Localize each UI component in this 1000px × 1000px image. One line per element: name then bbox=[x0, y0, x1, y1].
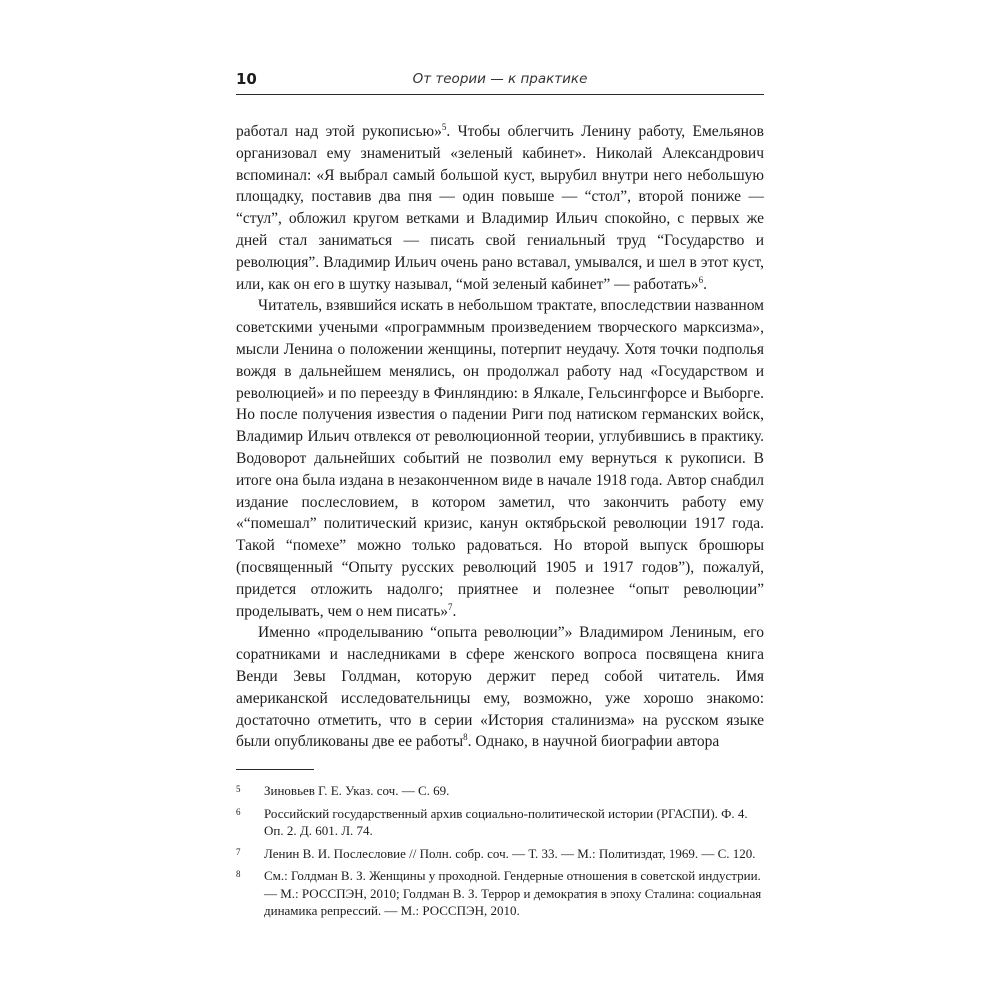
footnote-8 bbox=[236, 867, 764, 920]
footnote-ref-6: 6 bbox=[698, 274, 704, 285]
paragraph-3 bbox=[236, 622, 764, 753]
page-number: 10 bbox=[236, 70, 257, 88]
footnote-5 bbox=[236, 782, 764, 800]
paragraph-text: . Чтобы облегчить Ленину работу, Емельянов организовал ему знаменитый «зеленый кабинет». Николай Александрович вспоминал: «Я выбрал самый большой куст, вырубил внутри него небольшую площадку, поставив два пня — один повыше — “стол”, второй пониже — “стул”, обложил кругом ветками и Владимир Ильич спокойно, с первых же дней стал заниматься — писать свой гениальный труд “Государство и революция”. Владимир Ильич очень рано вставал, умывался, и шел в этот куст, или, как он его в шутку называл, “мой зеленый кабинет” — работать» bbox=[236, 123, 764, 293]
paragraph-1 bbox=[236, 121, 764, 295]
footnote-text: Зиновьев Г. Е. Указ. соч. — С. 69. bbox=[264, 783, 450, 799]
footnote-text: Российский государственный архив социально-политической истории (РГАСПИ). Ф. 4. Оп. 2. Д. 601. Л. 74. bbox=[264, 805, 748, 839]
footnote-ref-5: 5 bbox=[441, 121, 447, 132]
running-title: От теории — к практике bbox=[412, 71, 588, 87]
footnote-mark: 6 bbox=[236, 806, 241, 817]
footnote-text: См.: Голдман В. З. Женщины у проходной. Гендерные отношения в советской индустрии. — М.: РОССПЭН, 2010; Голдман В. З. Террор и демократия в эпоху Сталина: социальная динамика репрессий. — М.: РОССПЭН, 2010. bbox=[264, 868, 762, 919]
footnote-mark: 7 bbox=[236, 846, 241, 857]
paragraph-text: Именно «проделыванию “опыта революции”» Владимиром Лениным, его соратниками и наследниками в сфере женского вопроса посвящена книга Венди Зевы Голдман, которую держит перед собой читатель. Имя американской исследовательницы ему, возможно, уже хорошо знакомо: достаточно отметить, что в серии «История сталинизма» на русском языке были опубликованы две ее работы bbox=[236, 624, 764, 751]
paragraph-text: . bbox=[452, 602, 457, 620]
footnote-6 bbox=[236, 805, 764, 840]
footnotes bbox=[236, 782, 764, 920]
paragraph-text: . bbox=[703, 275, 707, 293]
page-header bbox=[236, 68, 764, 95]
paragraph-text: Читатель, взявшийся искать в небольшом трактате, впоследствии названном советскими учеными «программным произведением творческого марксизма», мысли Ленина о положении женщины, потерпит неудачу. Хотя точки подполья вождя в дальнейшем менялись, он продолжал работу над «Государством и революцией» и по переезду в Финляндию: в Ялкале, Гельсингфорсе и Выборге. Но после получения известия о падении Риги под натиском германских войск, Владимир Ильич отвлекся от революционной теории, углубившись в практику. Водоворот дальнейших событий не позволил ему вернуться к рукописи. В итоге она была издана в незаконченном виде в начале 1918 года. Автор снабдил издание послесловием, в котором заметил, что закончить работу ему «“помешал” политический кризис, канун октябрьской революции 1917 года. Такой “помехе” можно только радоваться. Но второй выпуск брошюры (посвященный “Опыту русских революций 1905 и 1917 годов”), пожалуй, придется отложить надолго; приятнее и полезнее “опыт революции” проделывать, чем о нем писать» bbox=[236, 297, 764, 620]
footnote-mark: 5 bbox=[236, 784, 241, 795]
paragraph-text: работал над этой рукописью» bbox=[236, 123, 442, 140]
paragraph-text: . Однако, в научной биографии автора bbox=[467, 733, 720, 751]
footnote-text: Ленин В. И. Послесловие // Полн. собр. соч. — Т. 33. — М.: Политиздат, 1969. — С. 120. bbox=[264, 845, 756, 861]
footnote-divider bbox=[236, 769, 314, 770]
footnote-ref-7: 7 bbox=[448, 601, 453, 612]
main-text bbox=[236, 121, 764, 753]
book-page bbox=[236, 68, 764, 925]
footnote-ref-8: 8 bbox=[463, 732, 468, 743]
footnote-7 bbox=[236, 845, 764, 863]
footnote-mark: 8 bbox=[236, 869, 241, 880]
paragraph-2 bbox=[236, 295, 764, 622]
